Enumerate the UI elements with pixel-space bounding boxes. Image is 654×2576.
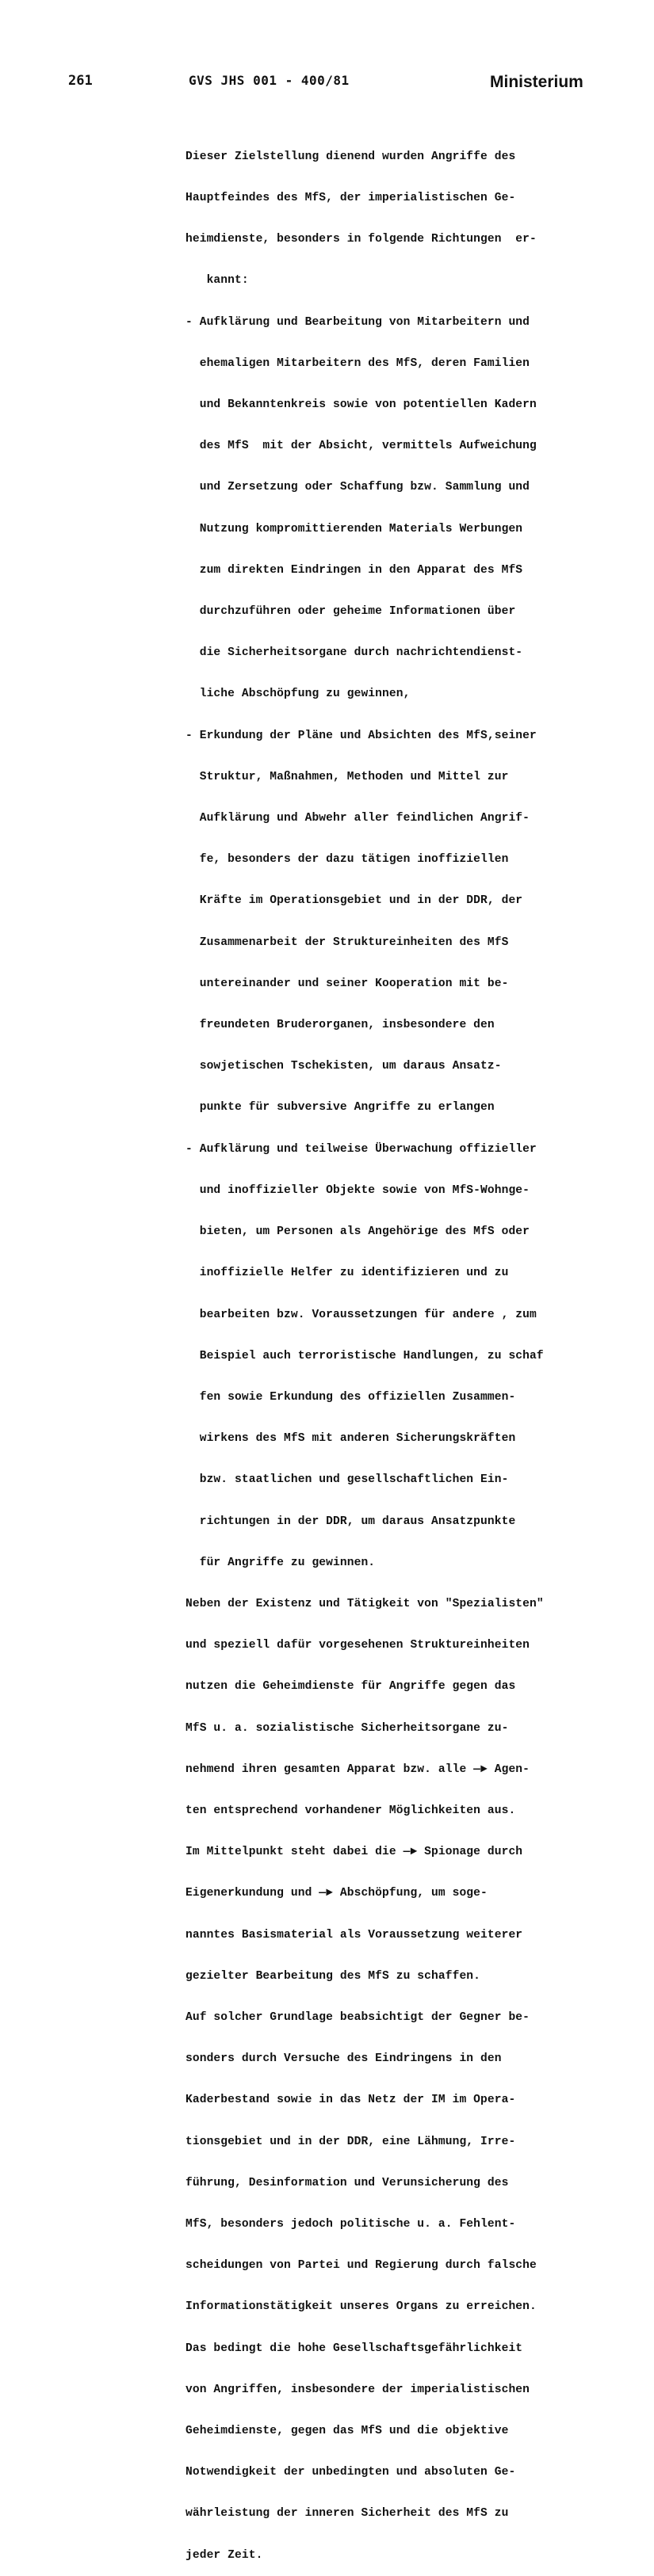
- text-line: Kräfte im Operationsgebiet und in der DDR, der: [185, 894, 523, 908]
- text-line: untereinander und seiner Kooperation mit be-: [185, 977, 509, 990]
- text-line: Im Mittelpunkt steht dabei die —► Spionage durch: [185, 1846, 523, 1859]
- text-line: des MfS mit der Absicht, vermittels Aufweichung: [185, 440, 537, 453]
- text-line: freundeten Bruderorganen, insbesondere den: [185, 1019, 495, 1032]
- text-line: und speziell dafür vorgesehenen Struktureinheiten: [185, 1639, 530, 1652]
- text-line: von Angriffen, insbesondere der imperialistischen: [185, 2383, 530, 2396]
- text-line: scheidungen von Partei und Regierung durch falsche: [185, 2259, 537, 2273]
- text-line: Auf solcher Grundlage beabsichtigt der Gegner be-: [185, 2010, 530, 2024]
- text-line: durchzuführen oder geheime Informationen über: [185, 605, 516, 619]
- text-line: - Aufklärung und teilweise Überwachung offizieller: [185, 1142, 537, 1156]
- document-body: [185, 123, 598, 2576]
- text-line: Das bedingt die hohe Gesellschaftsgefährlichkeit: [185, 2342, 523, 2355]
- text-line: MfS u. a. sozialistische Sicherheitsorgane zu-: [185, 1721, 509, 1735]
- text-line: die Sicherheitsorgane durch nachrichtendienst-: [185, 646, 523, 660]
- text-line: Hauptfeindes des MfS, der imperialistischen Ge-: [185, 192, 516, 205]
- text-line: liche Abschöpfung zu gewinnen,: [185, 688, 411, 701]
- text-line: ehemaligen Mitarbeitern des MfS, deren Familien: [185, 356, 530, 370]
- text-line: kannt:: [185, 274, 249, 288]
- text-line: sonders durch Versuche des Eindringens in den: [185, 2052, 502, 2066]
- text-line: fe, besonders der dazu tätigen inoffiziellen: [185, 853, 509, 867]
- text-line: heimdienste, besonders in folgende Richtungen er-: [185, 233, 537, 246]
- text-line: Informationstätigkeit unseres Organs zu erreichen.: [185, 2300, 537, 2314]
- ministry-stamp: Ministerium: [490, 73, 583, 91]
- text-line: bzw. staatlichen und gesellschaftlichen Ein-: [185, 1473, 509, 1487]
- text-line: Aufklärung und Abwehr aller feindlichen Angrif-: [185, 812, 530, 825]
- text-line: und Zersetzung oder Schaffung bzw. Sammlung und: [185, 481, 530, 494]
- text-line: tionsgebiet und in der DDR, eine Lähmung, Irre-: [185, 2135, 516, 2148]
- text-line: führung, Desinformation und Verunsicherung des: [185, 2176, 509, 2189]
- text-line: für Angriffe zu gewinnen.: [185, 1556, 376, 1569]
- text-line: Notwendigkeit der unbedingten und absoluten Ge-: [185, 2466, 516, 2479]
- text-line: zum direkten Eindringen in den Apparat des MfS: [185, 563, 523, 577]
- document-reference: GVS JHS 001 - 400/81: [189, 73, 350, 88]
- text-line: punkte für subversive Angriffe zu erlangen: [185, 1101, 495, 1115]
- text-line: Nutzung kompromittierenden Materials Werbungen: [185, 522, 523, 535]
- text-line: nanntes Basismaterial als Voraussetzung weiterer: [185, 1928, 523, 1942]
- text-line: jeder Zeit.: [185, 2548, 263, 2562]
- text-line: bieten, um Personen als Angehörige des MfS oder: [185, 1225, 530, 1239]
- text-line: ten entsprechend vorhandener Möglichkeiten aus.: [185, 1804, 516, 1817]
- text-line: nehmend ihren gesamten Apparat bzw. alle —► Agen-: [185, 1762, 530, 1776]
- text-line: fen sowie Erkundung des offiziellen Zusammen-: [185, 1390, 516, 1404]
- text-line: Beispiel auch terroristische Handlungen, zu schaf: [185, 1349, 544, 1362]
- text-line: Dieser Zielstellung dienend wurden Angriffe des: [185, 150, 516, 163]
- text-line: MfS, besonders jedoch politische u. a. Fehlent-: [185, 2217, 516, 2231]
- text-line: Eigenerkundung und —► Abschöpfung, um soge-: [185, 1887, 488, 1900]
- text-line: sowjetischen Tschekisten, um daraus Ansatz-: [185, 1060, 502, 1073]
- text-line: Geheimdienste, gegen das MfS und die objektive: [185, 2424, 509, 2437]
- text-line: gezielter Bearbeitung des MfS zu schaffen.: [185, 1969, 481, 1983]
- text-line: Neben der Existenz und Tätigkeit von "Spezialisten": [185, 1597, 544, 1610]
- text-line: richtungen in der DDR, um daraus Ansatzpunkte: [185, 1515, 516, 1528]
- text-line: - Aufklärung und Bearbeitung von Mitarbeitern und: [185, 315, 530, 329]
- text-line: Kaderbestand sowie in das Netz der IM im Opera-: [185, 2094, 516, 2107]
- text-line: währleistung der inneren Sicherheit des MfS zu: [185, 2507, 509, 2521]
- text-line: bearbeiten bzw. Voraussetzungen für andere , zum: [185, 1308, 537, 1321]
- text-line: wirkens des MfS mit anderen Sicherungskräften: [185, 1432, 516, 1446]
- text-line: und inoffizieller Objekte sowie von MfS-Wohnge-: [185, 1183, 530, 1197]
- text-line: - Erkundung der Pläne und Absichten des MfS,seiner: [185, 729, 537, 742]
- text-line: Zusammenarbeit der Struktureinheiten des MfS: [185, 936, 509, 949]
- text-line: Struktur, Maßnahmen, Methoden und Mittel zur: [185, 770, 509, 783]
- text-line: und Bekanntenkreis sowie von potentiellen Kadern: [185, 398, 537, 412]
- text-line: nutzen die Geheimdienste für Angriffe gegen das: [185, 1680, 516, 1694]
- page-number: 261: [68, 73, 93, 89]
- text-line: inoffizielle Helfer zu identifizieren und zu: [185, 1267, 509, 1280]
